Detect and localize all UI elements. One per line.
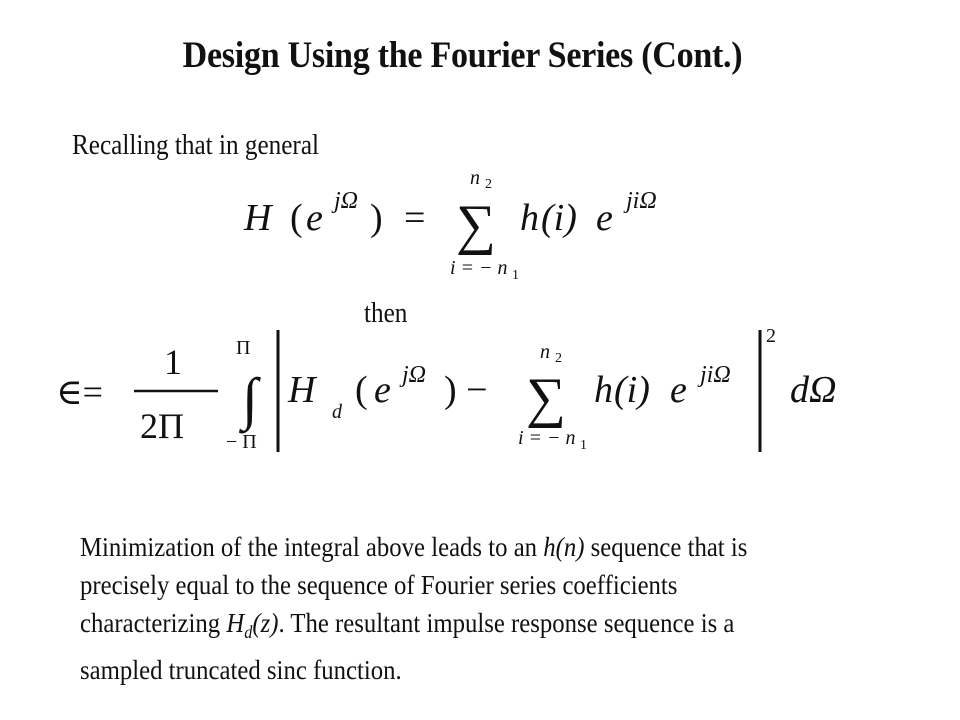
paragraph-Hd-subscript: d (244, 622, 253, 642)
paragraph-line-3 (80, 604, 818, 651)
eq1-sum-lower-sub: 1 (512, 268, 519, 283)
eq2-integral-upper: Π (236, 337, 251, 359)
eq2-fraction-numerator: 1 (164, 342, 182, 382)
eq2-sum-upper: n (540, 341, 550, 363)
eq2-sum-lower-sub: 1 (580, 438, 587, 453)
eq2-Hd: H (288, 369, 316, 411)
paragraph-hn-term: h(n) (543, 531, 585, 562)
eq2-e-exponent: jΩ (402, 362, 427, 388)
eq1-term-i: (i) (541, 197, 577, 239)
eq2-Hd-sub: d (332, 401, 342, 423)
eq2-paren-open: ( (355, 369, 368, 411)
explanation-paragraph (80, 528, 818, 689)
eq1-sum-lower: i = − n (450, 257, 508, 279)
eq1-term-exponent: jiΩ (626, 188, 657, 214)
equation-fourier-series (243, 167, 657, 283)
paragraph-line-2: precisely equal to the sequence of Fourier series coefficients (80, 569, 678, 600)
eq2-term-exponent: jiΩ (700, 362, 731, 388)
equation-error-integral (56, 325, 836, 453)
paragraph-line-1-text-c: sequence that is (584, 531, 748, 562)
eq2-e: e (374, 369, 391, 411)
paragraph-line-1-text-a: Minimization of the integral above leads to an (80, 531, 544, 562)
eq2-paren-close-minus: ) − (444, 369, 488, 411)
eq2-term-i: (i) (614, 369, 650, 411)
eq1-sum-upper: n (470, 167, 480, 189)
eq1-sum-upper-sub: 2 (485, 177, 492, 192)
paragraph-line-1 (80, 528, 818, 566)
eq2-power: 2 (766, 325, 776, 347)
paragraph-line-3-text-a: characterizing (80, 607, 227, 638)
then-text: then (364, 298, 408, 329)
eq1-sum-symbol: ∑ (456, 194, 496, 256)
eq2-fraction-denominator: 2Π (140, 406, 184, 446)
eq2-differential: dΩ (790, 369, 837, 411)
eq1-lhs-e: e (306, 197, 323, 239)
eq2-sum-symbol: ∑ (526, 367, 566, 429)
eq2-term-e: e (670, 369, 687, 411)
eq1-lhs-paren-open: ( (290, 197, 303, 239)
eq1-lhs-H: H (244, 197, 272, 239)
eq2-integral-lower: − Π (226, 431, 257, 453)
eq1-term-e: e (596, 197, 613, 239)
eq1-equals: = (404, 197, 426, 239)
eq1-lhs-paren-close: ) (370, 197, 383, 239)
paragraph-line-4: sampled truncated sinc function. (80, 654, 402, 685)
paragraph-z-arg: (z) (252, 607, 279, 638)
eq2-lhs: ∈= (56, 372, 103, 412)
eq2-term-h: h (594, 369, 613, 411)
paragraph-line-3-text-d: . The resultant impulse response sequence is a (278, 607, 735, 638)
eq1-lhs-exponent: jΩ (334, 188, 359, 214)
slide-title: Design Using the Fourier Series (Cont.) (182, 35, 743, 76)
eq2-sum-upper-sub: 2 (555, 351, 562, 366)
eq2-integral-symbol: ∫ (242, 366, 258, 431)
eq1-term-h: h (520, 197, 539, 239)
intro-text: Recalling that in general (72, 130, 320, 161)
eq2-sum-lower: i = − n (518, 427, 576, 449)
paragraph-Hd-term: H (226, 607, 245, 638)
